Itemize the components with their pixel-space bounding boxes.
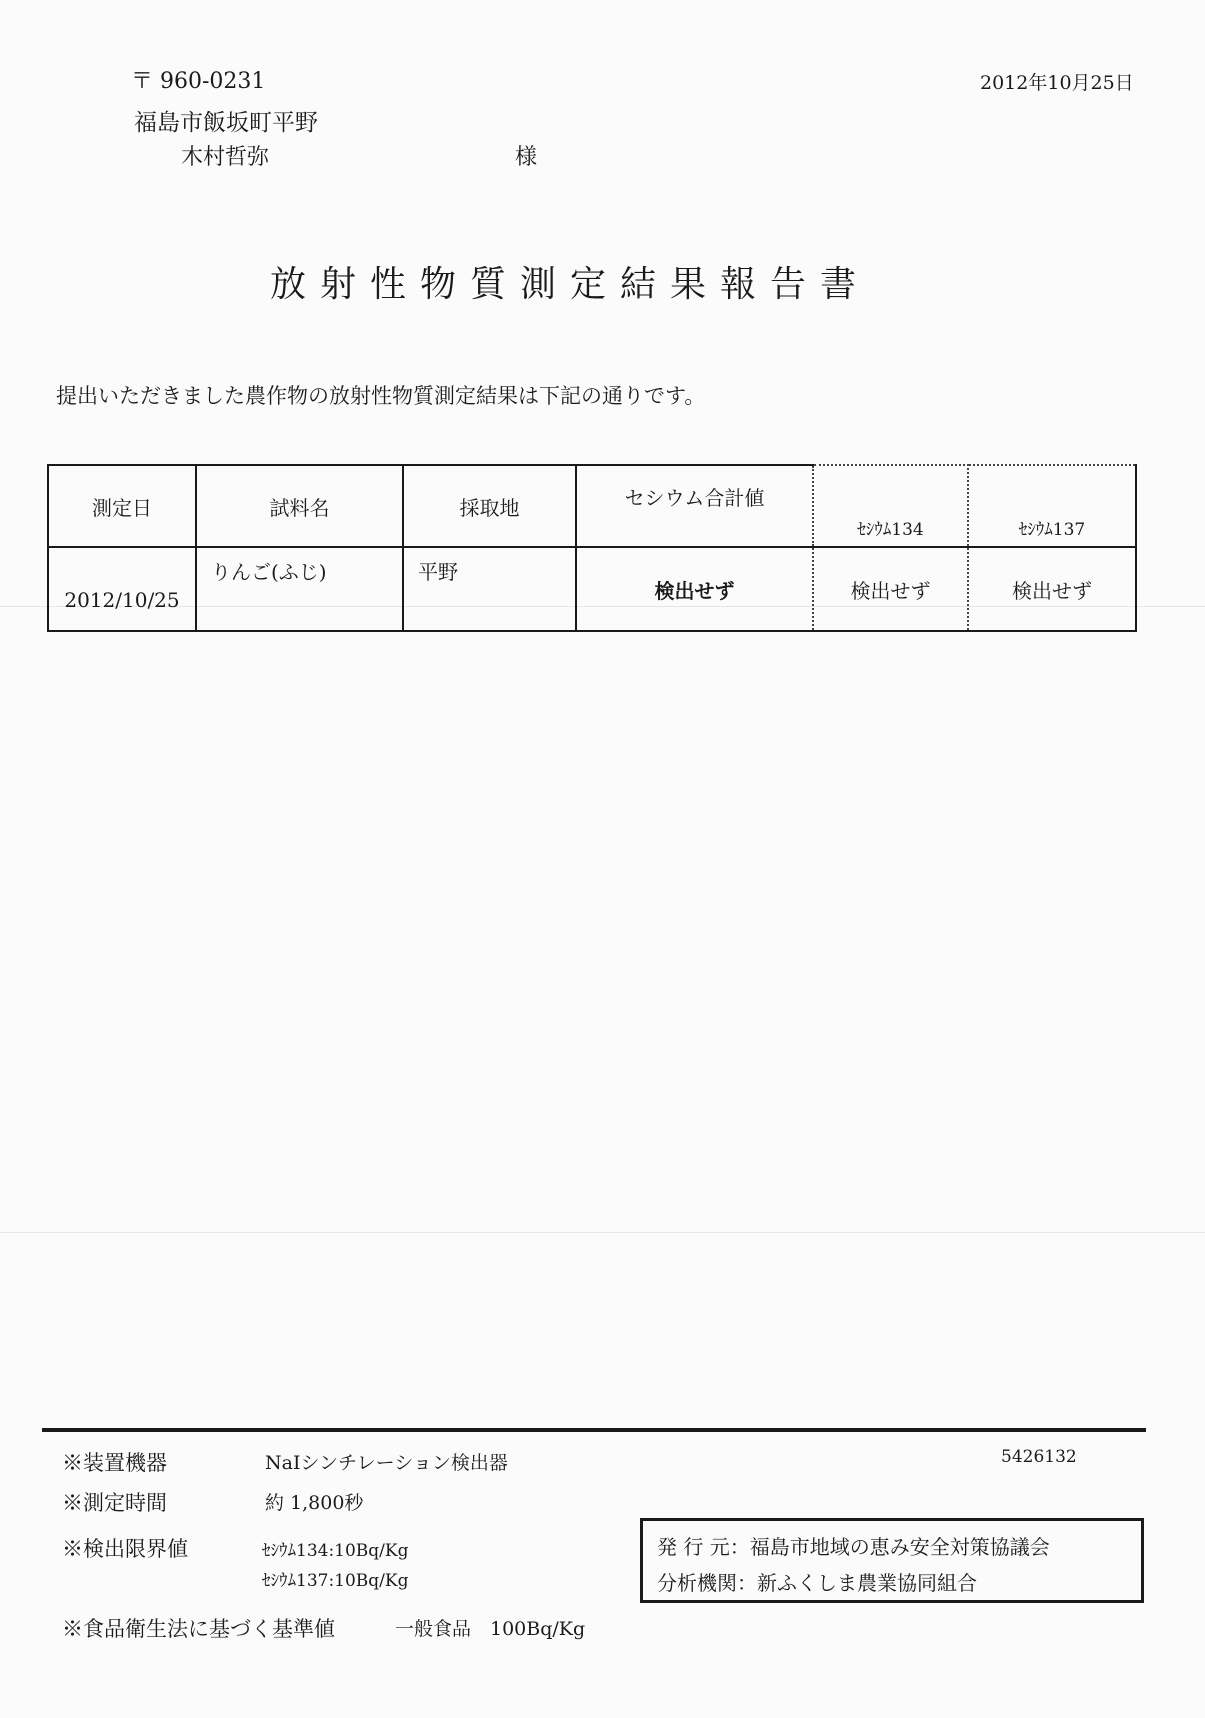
- table-row: [48, 547, 1136, 631]
- postal-code: 〒 960-0231: [131, 69, 266, 94]
- standard-value: 一般食品 100Bq/Kg: [395, 1618, 586, 1640]
- measurement-time-label: ※測定時間: [62, 1491, 167, 1515]
- cell-cesium-total: 検出せず: [576, 547, 813, 631]
- detection-limit-cs137: ｾｼｳﾑ137:10Bq/Kg: [262, 1571, 409, 1591]
- header-cs134: ｾｼｳﾑ134: [813, 465, 968, 547]
- serial-number: 5426132: [1001, 1447, 1077, 1467]
- intro-text: 提出いただきました農作物の放射性物質測定結果は下記の通りです。: [56, 384, 706, 408]
- cell-date: 2012/10/25: [48, 547, 196, 631]
- header-cesium-total: セシウム合計値: [576, 465, 813, 547]
- issuer-line: 発 行 元：福島市地域の恵み安全対策協議会: [657, 1535, 1050, 1559]
- detection-limit-cs134: ｾｼｳﾑ134:10Bq/Kg: [262, 1541, 409, 1561]
- equipment-value: NaIシンチレーション検出器: [265, 1452, 508, 1474]
- report-date: 2012年10月25日: [980, 72, 1134, 94]
- standard-label: ※食品衛生法に基づく基準値: [62, 1617, 335, 1641]
- detection-limit-label: ※検出限界値: [62, 1537, 188, 1561]
- equipment-label: ※装置機器: [62, 1451, 167, 1475]
- results-table: [47, 464, 1137, 632]
- recipient-name: 木村哲弥: [181, 145, 270, 170]
- cell-cs137: 検出せず: [968, 547, 1136, 631]
- cell-sample: りんご(ふじ): [196, 547, 403, 631]
- analyst-line: 分析機関：新ふくしま農業協同組合: [657, 1571, 977, 1595]
- header-date: 測定日: [48, 465, 196, 547]
- page-title: 放射性物質測定結果報告書: [270, 264, 871, 305]
- fold-line: [0, 1232, 1205, 1233]
- footer-divider: [42, 1428, 1146, 1432]
- header-cs137: ｾｼｳﾑ137: [968, 465, 1136, 547]
- recipient-address: 福島市飯坂町平野: [134, 110, 318, 136]
- honorific: 様: [515, 145, 538, 170]
- header-location: 採取地: [403, 465, 576, 547]
- issuer-box: [640, 1518, 1144, 1603]
- table-header-row: [48, 465, 1136, 547]
- header-sample: 試料名: [196, 465, 403, 547]
- cell-location: 平野: [403, 547, 576, 631]
- cell-cs134: 検出せず: [813, 547, 968, 631]
- measurement-time-value: 約 1,800秒: [265, 1492, 364, 1514]
